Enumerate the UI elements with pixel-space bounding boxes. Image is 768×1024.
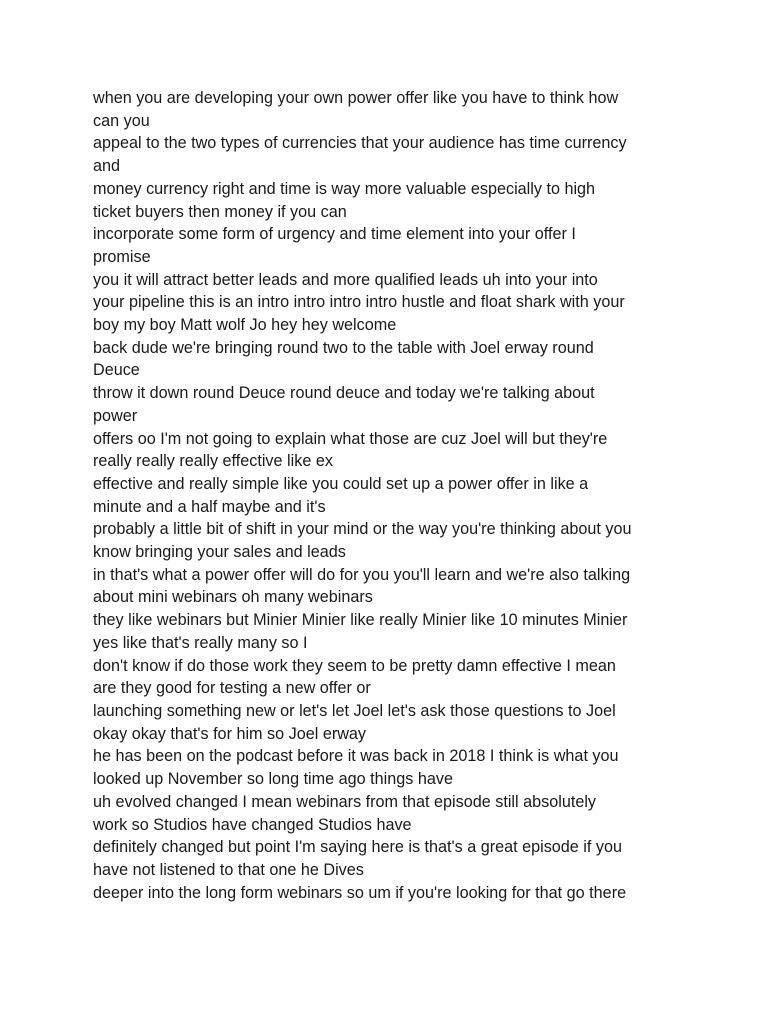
text-line: he has been on the podcast before it was back in 2018 I think is what you xyxy=(93,747,619,766)
text-line: money currency right and time is way more valuable especially to high xyxy=(93,179,596,198)
text-line: work so Studios have changed Studios have xyxy=(93,815,412,834)
text-line: definitely changed but point I'm saying here is that's a great episode if you xyxy=(93,838,623,857)
text-line: when you are developing your own power offer like you have to think how xyxy=(93,89,619,107)
text-line: are they good for testing a new offer or xyxy=(93,679,371,698)
text-line: looked up November so long time ago things have xyxy=(93,770,453,789)
text-line: back dude we're bringing round two to the table with Joel erway round xyxy=(93,338,594,357)
text-line: deeper into the long form webinars so um if you're looking for that go there xyxy=(93,883,627,902)
text-line: your pipeline this is an intro intro intro intro hustle and float shark with your xyxy=(93,293,625,312)
text-line: offers oo I'm not going to explain what those are cuz Joel will but they're xyxy=(93,429,608,448)
text-line: throw it down round Deuce round deuce and today we're talking about xyxy=(93,384,595,403)
text-line: ticket buyers then money if you can xyxy=(93,202,347,221)
text-line: promise xyxy=(93,247,151,266)
text-line: Deuce xyxy=(93,361,140,380)
transcript-text xyxy=(93,87,693,904)
text-line: power xyxy=(93,406,138,425)
text-line: you it will attract better leads and more qualified leads uh into your into xyxy=(93,270,598,289)
text-line: can you xyxy=(93,111,150,130)
text-line: in that's what a power offer will do for you you'll learn and we're also talking xyxy=(93,565,631,584)
text-line: really really really effective like ex xyxy=(93,452,333,471)
text-line: uh evolved changed I mean webinars from that episode still absolutely xyxy=(93,792,597,811)
text-line: have not listened to that one he Dives xyxy=(93,860,364,879)
text-line: appeal to the two types of currencies that your audience has time currency xyxy=(93,134,627,153)
text-line: don't know if do those work they seem to be pretty damn effective I mean xyxy=(93,656,616,675)
text-line: boy my boy Matt wolf Jo hey hey welcome xyxy=(93,316,397,335)
text-line: yes like that's really many so I xyxy=(93,633,308,652)
text-line: okay okay that's for him so Joel erway xyxy=(93,724,366,743)
text-line: know bringing your sales and leads xyxy=(93,543,346,562)
text-line: launching something new or let's let Joel let's ask those questions to Joel xyxy=(93,701,616,720)
text-line: they like webinars but Minier Minier like really Minier like 10 minutes Minier xyxy=(93,611,628,630)
text-line: minute and a half maybe and it's xyxy=(93,497,326,516)
text-line: probably a little bit of shift in your mind or the way you're thinking about you xyxy=(93,520,632,539)
text-line: and xyxy=(93,157,121,176)
text-line: effective and really simple like you could set up a power offer in like a xyxy=(93,474,589,493)
text-line: incorporate some form of urgency and time element into your offer I xyxy=(93,225,576,244)
text-line: about mini webinars oh many webinars xyxy=(93,588,373,607)
